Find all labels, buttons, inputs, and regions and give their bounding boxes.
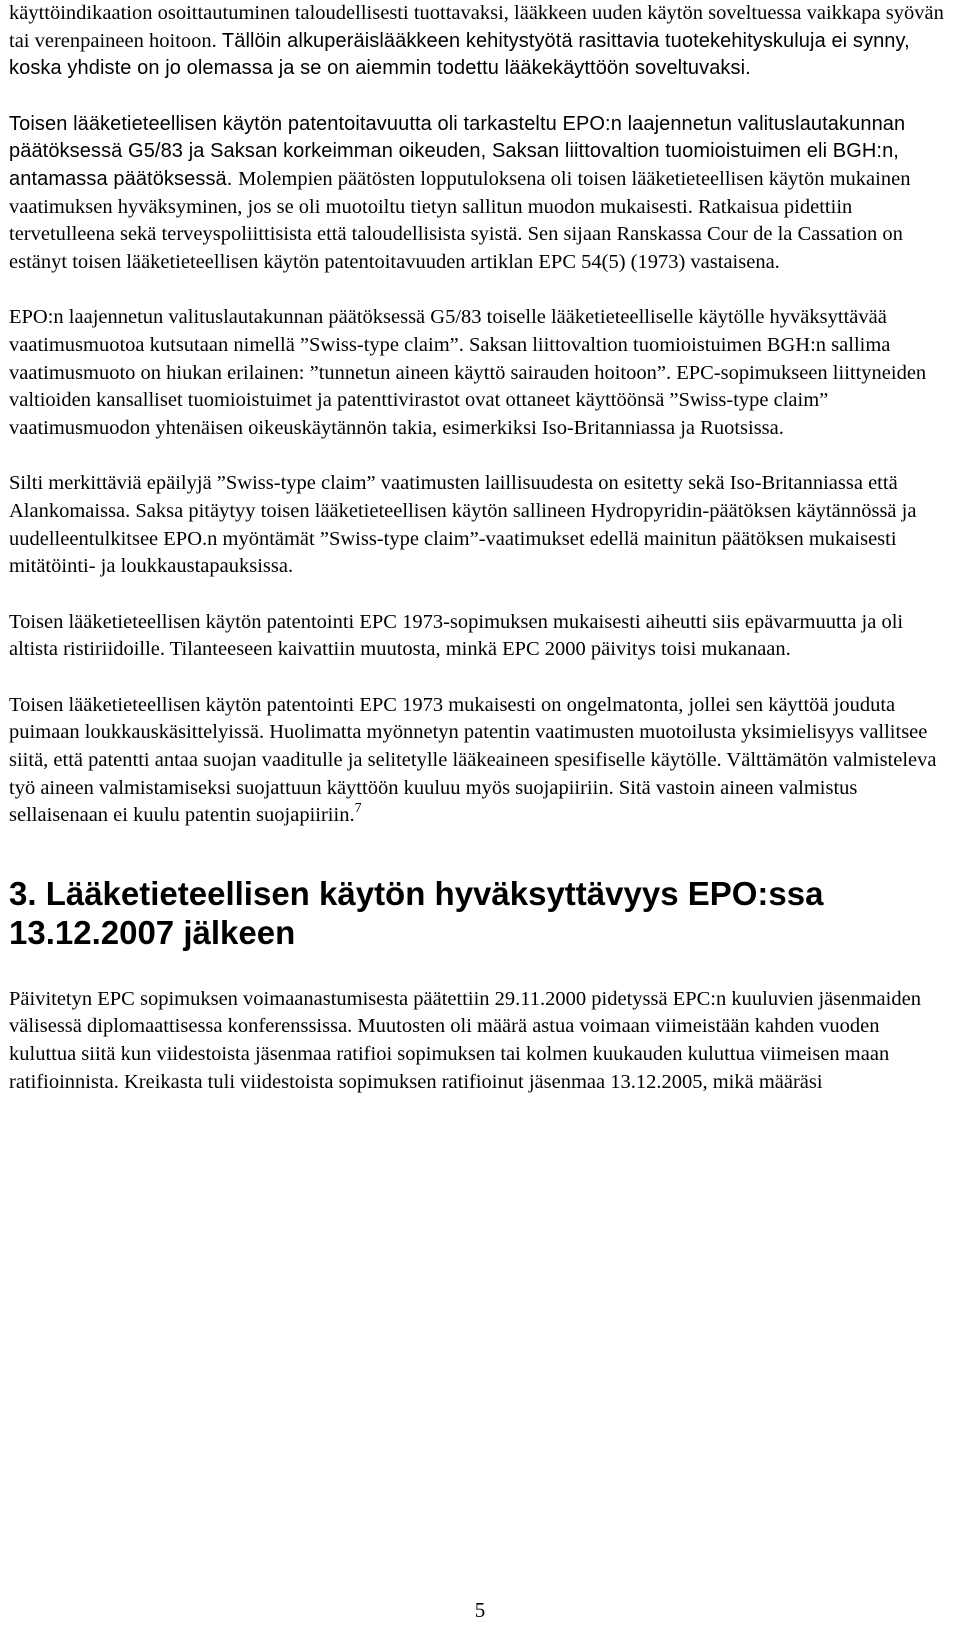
footnote-marker[interactable]: 7 bbox=[354, 801, 362, 817]
paragraph-1-text-b: Tällöin alkuperäislääkkeen kehitystyötä rasittavia tuotekehityskuluja ei synny, koska yhdiste on jo olemassa ja se on aiemmin todettu lääkekäyttöön soveltuvaksi. bbox=[9, 29, 910, 80]
paragraph-5-text: Toisen lääketieteellisen käytön patentointi EPC 1973-sopimuksen mukaisesti aiheutti siis epävarmuutta ja oli altista ristiriidoille. Tilanteeseen kaivattiin muutosta, minkä EPC 2000 päivitys toisi mukanaan. bbox=[9, 610, 904, 661]
paragraph-2 bbox=[9, 111, 949, 277]
paragraph-6 bbox=[9, 692, 949, 830]
paragraph-4-text: Silti merkittäviä epäilyjä ”Swiss-type claim” vaatimusten laillisuudesta on esitetty sekä Iso-Britanniassa että Alankomaissa. Saksa pitäytyy toisen lääketieteellisen käytön sallineen Hydropyridin-päätöksen käytännössä ja uudelleentulkitsee EPO.n myöntämät ”Swiss-type claim”-vaatimukset edellä mainitun päätöksen mukaisesti mitätöinti- ja loukkaustapauksissa. bbox=[9, 472, 917, 578]
paragraph-6-text: Toisen lääketieteellisen käytön patentointi EPC 1973 mukaisesti on ongelmatonta, jollei sen käyttöä jouduta puimaan loukkauskäsittelyissä. Huolimatta myönnetyn patentin vaatimusten muotoilusta yksimielisyys vallitsee siitä, että patentti antaa suojan vaaditulle ja selitetylle lääkeaineen spesifiselle käytölle. Välttämätön valmisteleva työ aineen valmistamiseksi suojattuun käyttöön kuuluu myös suojapiiriin. Sitä vastoin aineen valmistus sellaisenaan ei kuulu patentin suojapiiriin. bbox=[9, 693, 937, 827]
paragraph-3 bbox=[9, 304, 949, 442]
paragraph-1-text-a: käyttöindikaation osoittautuminen taloudellisesti tuottavaksi, lääkkeen uuden käytön soveltuessa vaikkapa syövän tai verenpaineen hoitoon. bbox=[9, 2, 944, 52]
paragraph-4 bbox=[9, 470, 949, 580]
paragraph-1 bbox=[9, 0, 949, 83]
paragraph-2-text-b: Molempien päätösten lopputuloksena oli toisen lääketieteellisen käytön mukainen vaatimuksen hyväksyminen, jos se oli muotoiltu tietyn sallitun muodon mukaisesti. Ratkaisua pidettiin tervetulleena sekä terveyspoliittisista että taloudellisista syistä. Sen sijaan Ranskassa Cour de la Cassation on estänyt toisen lääketieteellisen käytön patentoitavuuden artiklan EPC 54(5) (1973) vastaisena. bbox=[9, 167, 911, 273]
paragraph-5 bbox=[9, 609, 949, 664]
paragraph-3-text: EPO:n laajennetun valituslautakunnan päätöksessä G5/83 toiselle lääketieteelliselle käytölle hyväksyttävää vaatimusmuotoa kutsutaan nimellä ”Swiss-type claim”. Saksan liittovaltion tuomioistuimen BGH:n sallima vaatimusmuoto on hiukan erilainen: ”tunnetun aineen käyttö sairauden hoitoon”. EPC-sopimukseen liittyneiden valtioiden kansalliset tuomioistuimet ja patenttivirastot ovat ottaneet käyttöönsä ”Swiss-type claim” vaatimusmuodon yhtenäisen oikeuskäytännön takia, esimerkiksi Iso-Britanniassa ja Ruotsissa. bbox=[9, 306, 927, 439]
page-number: 5 bbox=[474, 1598, 486, 1622]
final-paragraph: Päivitetyn EPC sopimuksen voimaanastumisesta päätettiin 29.11.2000 pidetyssä EPC:n kuuluvien jäsenmaiden välisessä diplomaattisessa konferenssissa. Muutosten oli määrä astua voimaan viimeistään kahden vuoden kuluttua siitä kun viidestoista jäsenmaa ratifioi sopimuksen tai kolmen kuukauden kuluttua viimeisen maan ratifioinnista. Kreikasta tuli viidestoista sopimuksen ratifioinut jäsenmaa 13.12.2005, mikä määräsi bbox=[9, 987, 921, 1093]
section-heading: 3. Lääketieteellisen käytön hyväksyttävyys EPO:ssa 13.12.2007 jälkeen bbox=[9, 874, 824, 951]
document-page bbox=[9, 0, 949, 1124]
paragraph-2-text-a: Toisen lääketieteellisen käytön patentoitavuutta oli tarkasteltu EPO:n laajennetun valituslautakunnan päätöksessä G5/83 ja Saksan korkeimman oikeuden, Saksan liittovaltion tuomioistuimen eli BGH:n, antamassa päätöksessä. bbox=[9, 112, 906, 190]
